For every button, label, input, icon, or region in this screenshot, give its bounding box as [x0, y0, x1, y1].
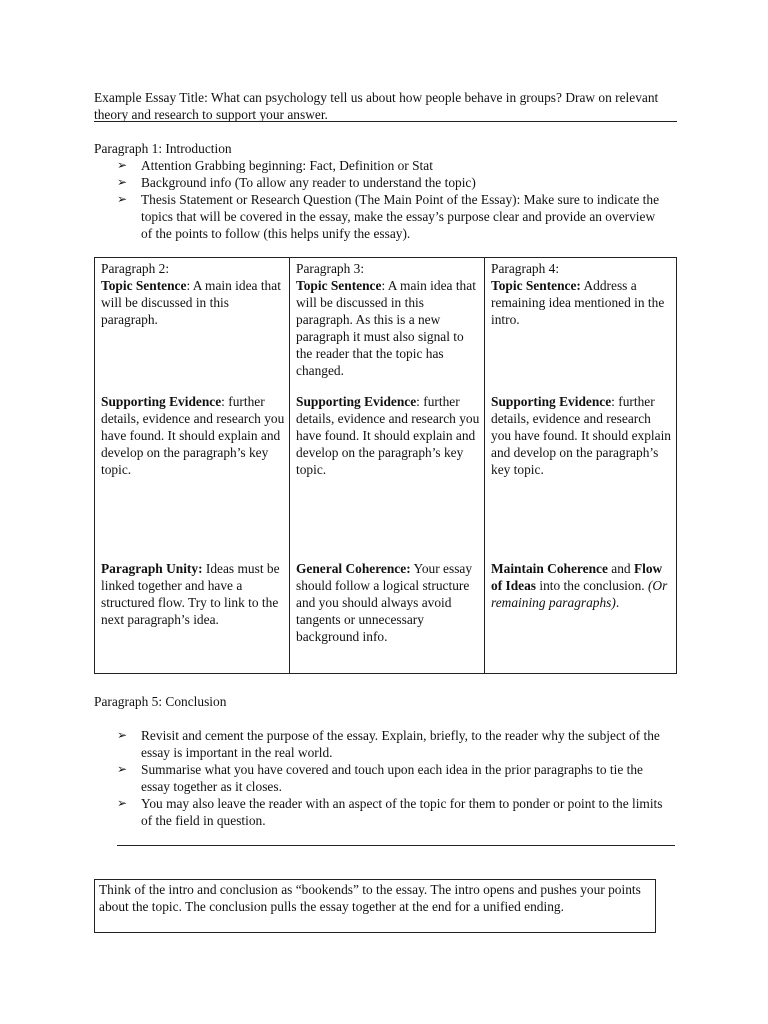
arrow-bullet-icon: ➢	[117, 158, 128, 172]
general-coherence-block	[296, 560, 480, 645]
maintain-coherence-block: Maintain Coherence and Flow of Ideas into the conclusion. (Or remaining paragraphs).	[491, 561, 668, 610]
conclusion-divider	[117, 845, 675, 846]
unity-text: Ideas must be linked together and have a structured flow. Try to link to the next paragraph’s idea.	[101, 561, 280, 627]
introduction-list	[117, 157, 665, 242]
topic-label: Topic Sentence:	[491, 278, 581, 293]
arrow-bullet-icon: ➢	[117, 175, 128, 189]
body-paragraphs-table	[94, 257, 677, 674]
topic-label: Topic Sentence	[296, 278, 382, 293]
title-divider	[94, 121, 677, 122]
introduction-heading: Paragraph 1: Introduction	[94, 141, 232, 156]
topic-sentence-block	[491, 260, 672, 328]
unity-label: Paragraph Unity:	[101, 561, 203, 576]
essay-title: Example Essay Title: What can psychology tell us about how people behave in groups? Draw on relevant theory and research to support your answer.	[94, 90, 659, 122]
evidence-text: further details, evidence and research you have found. It should explain and develop on the paragraph’s key topic.	[101, 394, 285, 477]
arrow-bullet-icon: ➢	[117, 762, 128, 776]
paragraph-4-column	[484, 258, 676, 673]
arrow-bullet-icon: ➢	[117, 192, 128, 206]
topic-text: Address a remaining idea mentioned in the intro.	[491, 278, 665, 327]
topic-text: A main idea that will be discussed in this paragraph. As this is a new paragraph it must also signal to the reader that the topic has changed.	[296, 278, 476, 378]
topic-sentence-block: Paragraph 2: Topic Sentence: A main idea that will be discussed in this paragraph.	[101, 260, 285, 328]
evidence-label: Supporting Evidence	[296, 394, 417, 409]
arrow-bullet-icon: ➢	[117, 728, 128, 742]
list-item: ➢ You may also leave the reader with an aspect of the topic for them to ponder or point to the limits of the field in question.	[117, 796, 663, 828]
list-item: ➢ Attention Grabbing beginning: Fact, Definition or Stat	[117, 158, 433, 173]
flow-label: Flow of Ideas	[491, 561, 663, 593]
column-heading: Paragraph 3:	[296, 261, 365, 276]
coherence-label: General Coherence:	[296, 561, 411, 576]
coherence-text: Your essay should follow a logical structure and you should always avoid tangents or unnecessary background info.	[296, 561, 473, 644]
topic-sentence-block: Paragraph 3: Topic Sentence: A main idea that will be discussed in this paragraph. As this is a new paragraph it must also signal to the reader that the topic has changed.	[296, 260, 480, 379]
evidence-text: further details, evidence and research you have found. It should explain and develop on the paragraph’s key topic.	[491, 394, 671, 477]
list-item: ➢ Background info (To allow any reader to understand the topic)	[117, 175, 476, 190]
evidence-label: Supporting Evidence	[101, 394, 222, 409]
evidence-text: further details, evidence and research you have found. It should explain and develop on the paragraph’s key topic.	[296, 394, 480, 477]
column-heading: Paragraph 2:	[101, 261, 170, 276]
topic-label: Topic Sentence	[101, 278, 187, 293]
supporting-evidence-block: Supporting Evidence: further details, evidence and research you have found. It should explain and develop on the paragraph’s key topic.	[491, 394, 671, 477]
paragraph-2-column	[95, 258, 289, 673]
bookends-note-box: Think of the intro and conclusion as “bookends” to the essay. The intro opens and pushes your points about the topic. The conclusion pulls the essay together at the end for a unified ending.	[94, 879, 656, 933]
arrow-bullet-icon: ➢	[117, 796, 128, 810]
paragraph-unity-block	[101, 560, 285, 628]
topic-text: A main idea that will be discussed in this paragraph.	[101, 278, 281, 327]
paragraph-3-column	[289, 258, 484, 673]
coherence-label: Maintain Coherence	[491, 561, 608, 576]
conclusion-heading: Paragraph 5: Conclusion	[94, 694, 227, 709]
supporting-evidence-block: Supporting Evidence: further details, evidence and research you have found. It should explain and develop on the paragraph’s key topic.	[101, 394, 285, 477]
conclusion-list	[117, 727, 665, 829]
list-item: ➢ Summarise what you have covered and touch upon each idea in the prior paragraphs to tie the essay together as it closes.	[117, 762, 643, 794]
evidence-label: Supporting Evidence	[491, 394, 612, 409]
column-heading: Paragraph 4:	[491, 261, 560, 276]
supporting-evidence-block: Supporting Evidence: further details, evidence and research you have found. It should explain and develop on the paragraph’s key topic.	[296, 394, 480, 477]
list-item: ➢ Thesis Statement or Research Question (The Main Point of the Essay): Make sure to indicate the topics that will be covered in the essay, make the essay’s purpose clear and provide an overview of the points to follow (this helps unify the essay).	[117, 192, 660, 241]
list-item: ➢ Revisit and cement the purpose of the essay. Explain, briefly, to the reader why the subject of the essay is important in the real world.	[117, 728, 660, 760]
italic-note: (Or remaining paragraphs)	[491, 578, 668, 610]
